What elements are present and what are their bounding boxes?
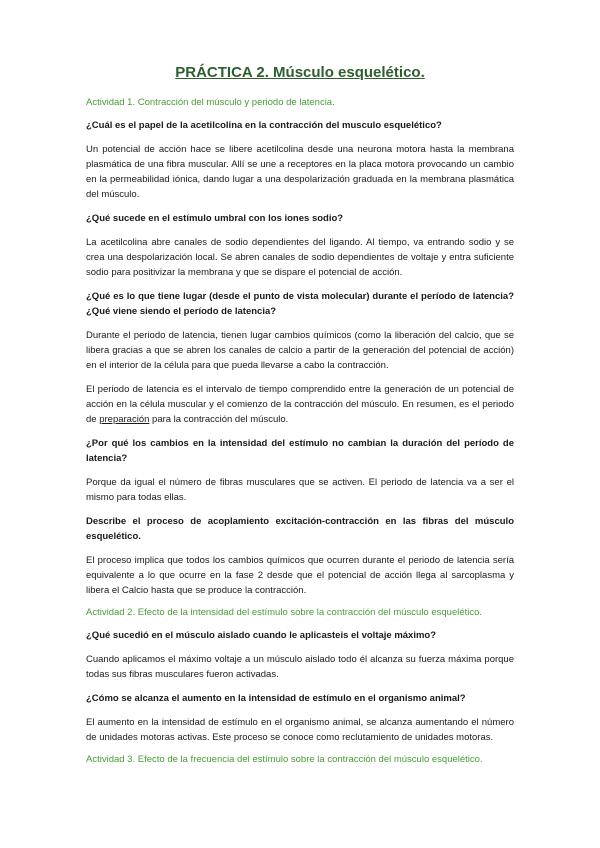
- activity-heading-3: Actividad 3. Efecto de la frecuencia del estímulo sobre la contracción del músculo esquelético.: [86, 754, 483, 765]
- answer-paragraph: Un potencial de acción hace se libere acetilcolina desde una neurona motora hasta la membrana plasmática de una fibra muscular. Allí se une a receptores en la placa motora provocando un cambio en la permeabilidad iónica, dando lugar a una despolarización graduada en la membrana plasmática del músculo.: [86, 144, 514, 200]
- underlined-term: preparación: [99, 414, 150, 425]
- question-voltaje-maximo: ¿Qué sucedió en el músculo aislado cuando le aplicasteis el voltaje máximo?: [86, 630, 437, 641]
- activity-heading-2: Actividad 2. Efecto de la intensidad del estímulo sobre la contracción del músculo esquelético.: [86, 607, 483, 618]
- page-title: PRÁCTICA 2. Músculo esquelético.: [175, 64, 425, 81]
- answer-paragraph: Durante el periodo de latencia, tienen lugar cambios químicos (como la liberación del calcio, que se libera gracias a que se abren los canales de calcio a partir de la generación del potencial de acción) en el interior de la célula para que pueda llevarse a cabo la contracción.: [86, 330, 514, 371]
- answer-paragraph: Porque da igual el número de fibras musculares que se activen. El periodo de latencia va a ser el mismo para todas ellas.: [86, 477, 514, 503]
- question-estimulo-umbral: ¿Qué sucede en el estímulo umbral con los iones sodio?: [86, 213, 344, 224]
- question-intensidad-estimulo: ¿Por qué los cambios en la intensidad del estímulo no cambian la duración del período de latencia?: [86, 438, 514, 464]
- activity-heading-1: Actividad 1. Contracción del músculo y periodo de latencia.: [86, 97, 335, 108]
- answer-paragraph: El aumento en la intensidad de estímulo en el organismo animal, se alcanza aumentando el número de unidades motoras activas. Este proceso se conoce como reclutamiento de unidades motoras.: [86, 717, 514, 743]
- answer-paragraph: Cuando aplicamos el máximo voltaje a un músculo aislado todo él alcanza su fuerza máxima porque todas sus fibras musculares fueron activadas.: [86, 654, 514, 680]
- question-aumento-intensidad: ¿Cómo se alcanza el aumento en la intensidad de estímulo en el organismo animal?: [86, 693, 466, 704]
- text-run: para la contracción del músculo.: [149, 414, 289, 425]
- question-acetilcolina: ¿Cuál es el papel de la acetilcolina en la contracción del musculo esquelético?: [86, 120, 442, 131]
- answer-paragraph: La acetilcolina abre canales de sodio dependientes del ligando. Al tiempo, va entrando sodio y se crea una despolarización local. Se abren canales de sodio dependientes de voltaje y entra suficiente sodio para positivizar la membrana y que se dispare el potencial de acción.: [86, 237, 514, 278]
- answer-paragraph-latencia-definition: [86, 382, 514, 427]
- text-run: El periodo de latencia es el intervalo de tiempo comprendido entre la generación de un potencial de acción en la célula muscular y el comienzo de la contracción del músculo. En resumen, es el periodo de: [86, 384, 514, 425]
- question-acoplamiento: Describe el proceso de acoplamiento excitación-contracción en las fibras del músculo esquelético.: [86, 516, 514, 542]
- answer-paragraph: El proceso implica que todos los cambios químicos que ocurren durante el periodo de latencia sería equivalente a lo que ocurre en la fase 2 desde que el potencial de acción llega al sarcoplasma y libera el Calcio hasta que se produce la contracción.: [86, 555, 514, 596]
- question-periodo-latencia: ¿Qué es lo que tiene lugar (desde el punto de vista molecular) durante el período de latencia? ¿Qué viene siendo el período de latencia?: [86, 291, 514, 317]
